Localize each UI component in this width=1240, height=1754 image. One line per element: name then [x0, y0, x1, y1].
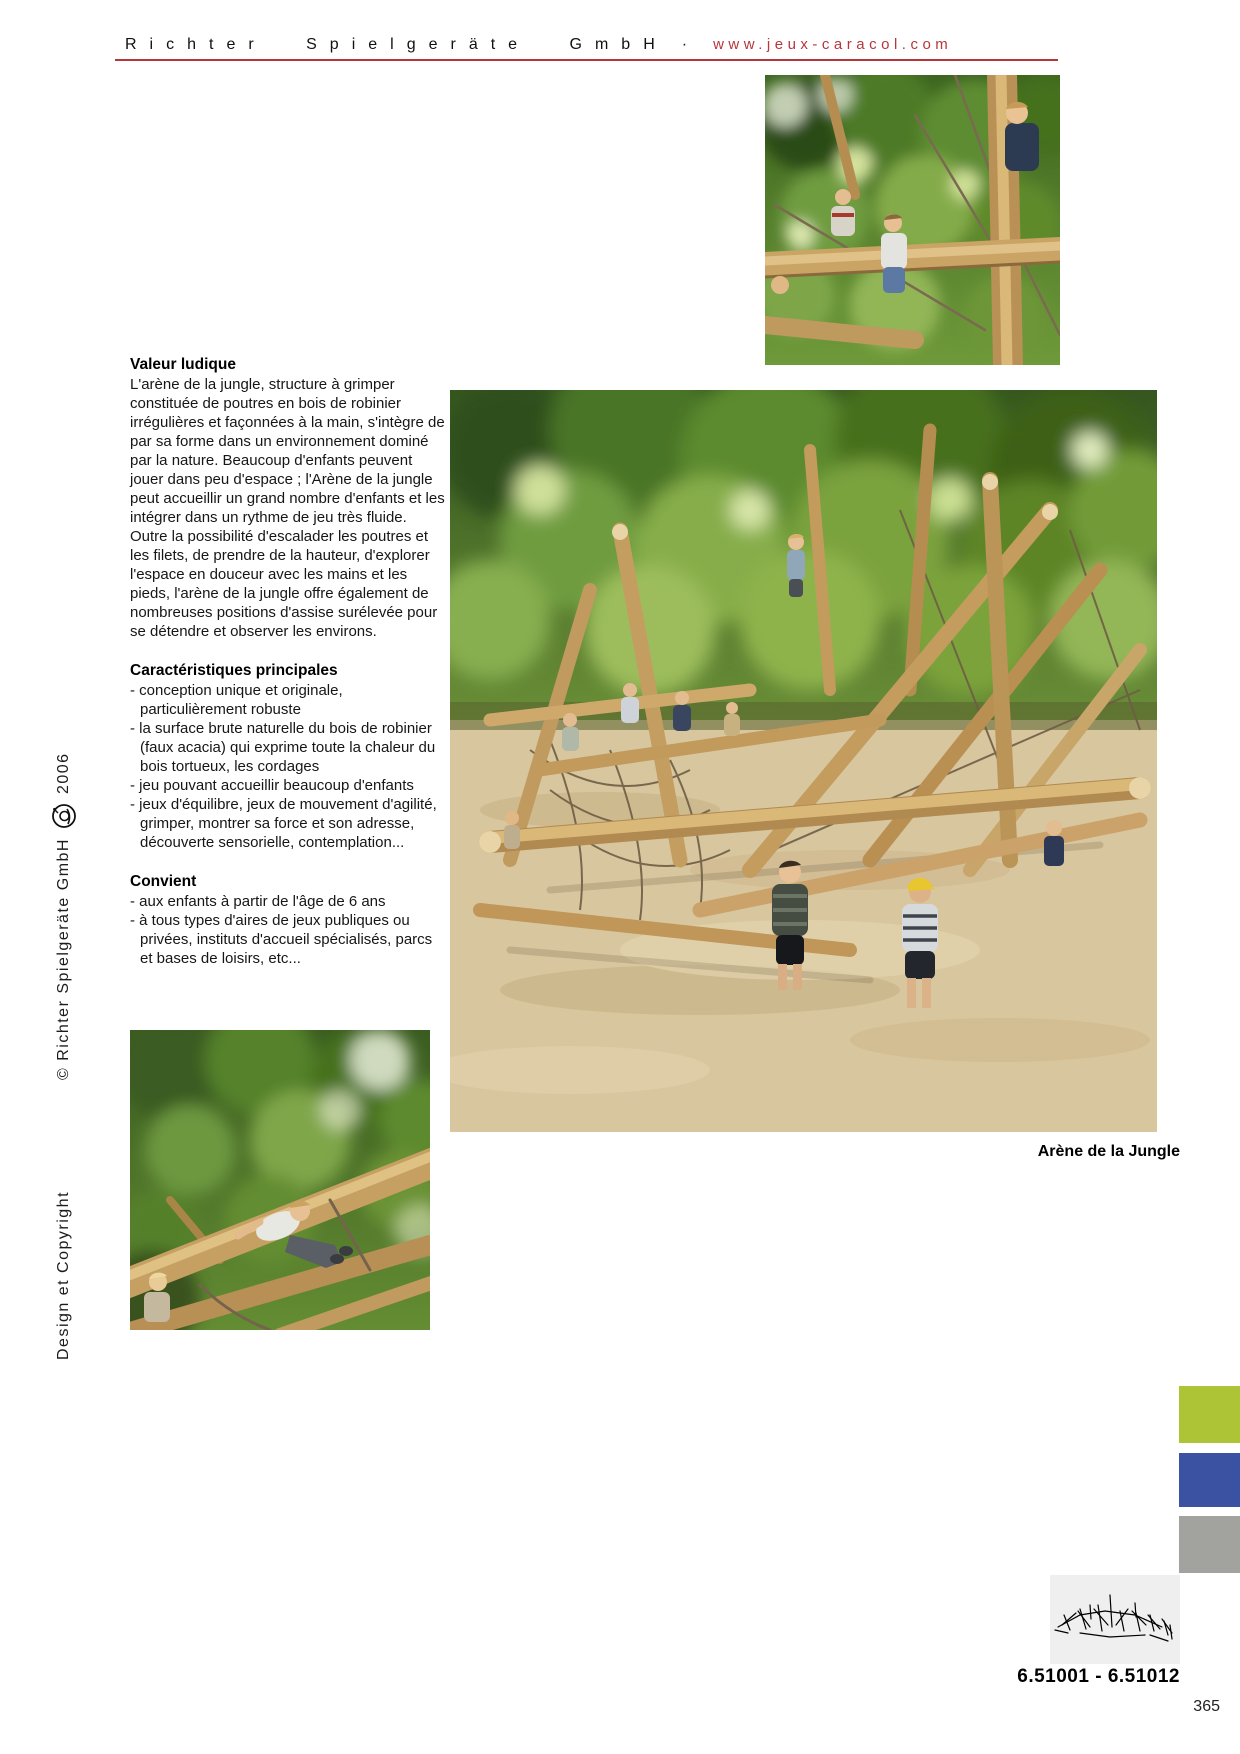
page-header [125, 36, 1125, 54]
section-body: L'arène de la jungle, structure à grimper constituée de poutres en bois de robinier irrégulières et façonnées à la main, s'intègre de par sa forme dans un environnement dominé par la nature. Beaucoup d'enfants peuvent jouer dans peu d'espace ; l'Arène de la jungle peut accueillir un grand nombre d'enfants et les intégrer dans un rythme de jeu très fluide. Outre la possibilité d'escalader les poutres et les filets, de prendre de la hauteur, d'explorer l'espace en douceur avec les mains et les pieds, l'arène de la jungle offre également de nombreuses positions d'assise surélevée pour se détendre et observer les environs. [130, 376, 445, 640]
bullet-item: - jeux d'équilibre, jeux de mouvement d'agilité, grimper, montrer sa force et son adresse, découverte sensorielle, contemplation... [130, 796, 437, 851]
swatch-blue [1179, 1453, 1240, 1507]
section-heading: Caractéristiques principales [130, 662, 338, 679]
photo-children-climbing-illustration [765, 75, 1060, 365]
vertical-copyright [50, 668, 78, 1080]
header-separator: · [681, 36, 688, 53]
design-credit-text: Design et Copyright [55, 1190, 72, 1360]
section-valeur-ludique [130, 355, 445, 641]
product-sketch-box [1050, 1575, 1180, 1664]
header-rule [115, 59, 1058, 61]
richter-snail-logo-icon [51, 803, 77, 829]
bullet-item: - jeu pouvant accueillir beaucoup d'enfants [130, 777, 414, 794]
vertical-design-credit [50, 1190, 78, 1360]
brand-text: Richter Spielgeräte GmbH [125, 36, 668, 53]
product-code: 6.51001 - 6.51012 [1017, 1666, 1180, 1687]
photo-jungle-arena-large [450, 390, 1157, 1132]
bullet-item: - conception unique et originale, particulièrement robuste [130, 682, 343, 718]
swatch-gray [1179, 1516, 1240, 1573]
bullet-item: - la surface brute naturelle du bois de robinier (faux acacia) qui exprime toute la chaleur du bois tortueux, les cordages [130, 720, 436, 775]
photo-children-climbing [765, 75, 1060, 365]
page-number: 365 [1193, 1698, 1220, 1715]
copyright-year: 2006 [55, 752, 72, 795]
text-column [130, 355, 445, 968]
photo-boy-on-log-illustration [130, 1030, 430, 1330]
section-heading: Valeur ludique [130, 356, 236, 373]
section-convient [130, 872, 445, 968]
product-sketch-illustration [1050, 1575, 1180, 1664]
bullet-item: - aux enfants à partir de l'âge de 6 ans [130, 893, 386, 910]
copyright-text: © Richter Spielgeräte GmbH [55, 838, 72, 1080]
swatch-green [1179, 1386, 1240, 1443]
header-url-link[interactable]: www.jeux-caracol.com [713, 36, 953, 53]
photo-caption: Arène de la Jungle [1037, 1143, 1180, 1160]
photo-boy-on-log [130, 1030, 430, 1330]
section-heading: Convient [130, 873, 197, 890]
bullet-item: - à tous types d'aires de jeux publiques ou privées, instituts d'accueil spécialisés, parcs et bases de loisirs, etc... [130, 912, 433, 967]
section-caracteristiques [130, 661, 445, 852]
photo-jungle-arena-illustration [450, 390, 1157, 1132]
